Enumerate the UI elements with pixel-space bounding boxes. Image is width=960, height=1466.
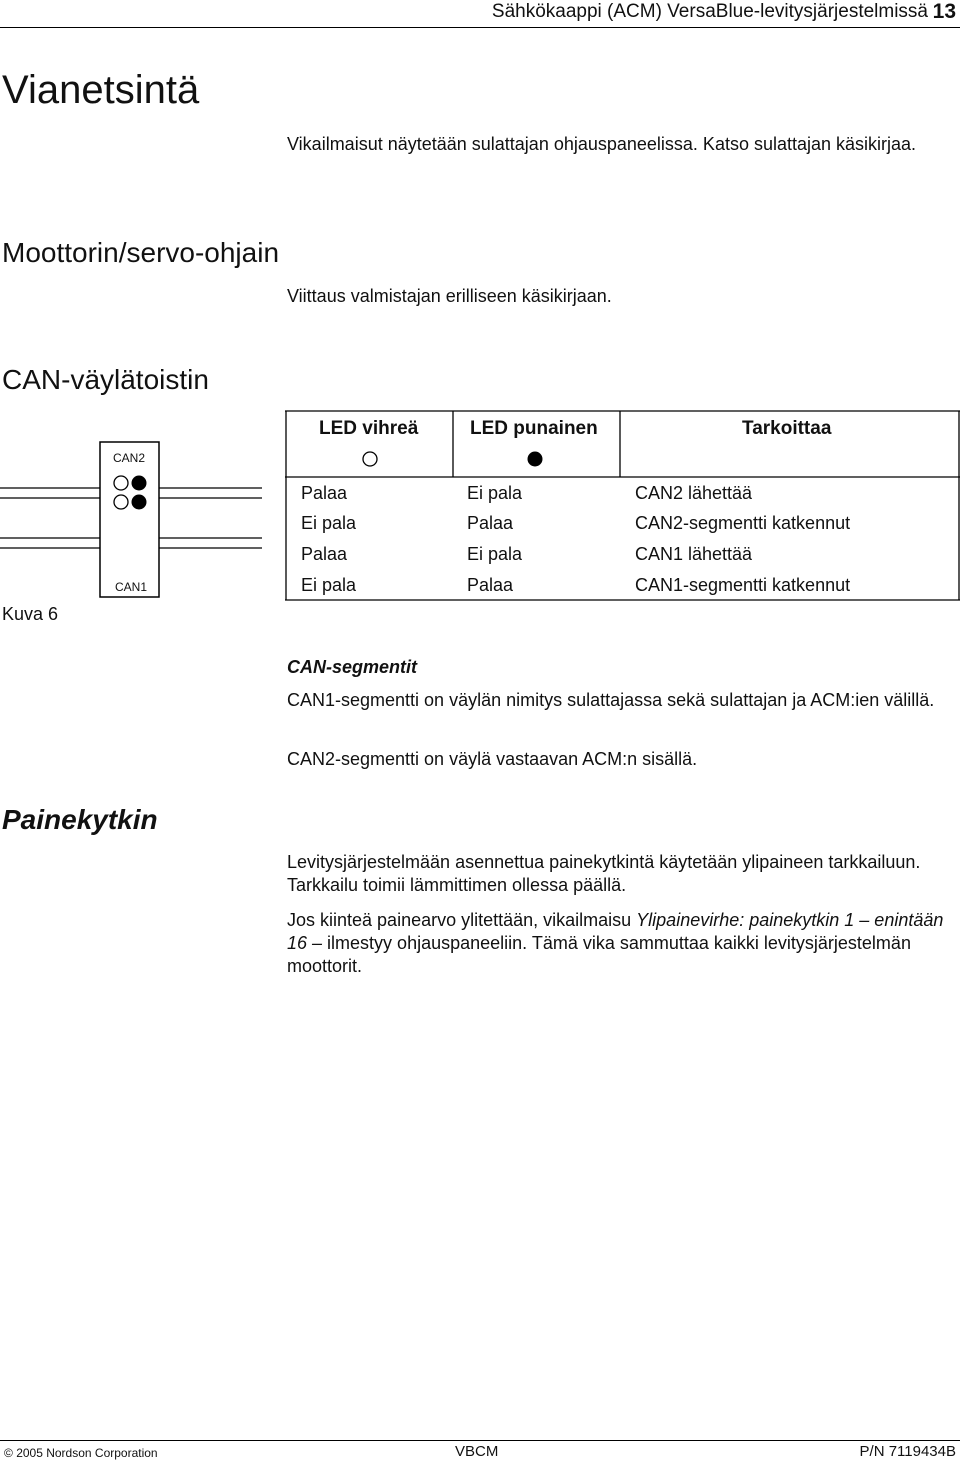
vianetsinta-text: Vikailmaisut näytetään sulattajan ohjauspaneelissa. Katso sulattajan käsikirjaa. — [287, 134, 917, 154]
table-cell: CAN1-segmentti katkennut — [635, 575, 851, 595]
led-red-can2-icon — [132, 476, 147, 491]
table-cell: Ei pala — [467, 483, 523, 503]
p2-text-end: ilmestyy ohjauspaneeliin. Tämä vika sammuttaa kaikki levitysjärjestelmän moottorit. — [287, 933, 911, 976]
led-green-can2-icon — [114, 476, 128, 490]
header-rule — [0, 27, 960, 28]
table-cell: Palaa — [301, 544, 348, 564]
red-led-icon — [528, 452, 543, 467]
page-number: 13 — [932, 0, 956, 23]
painekytkin-paragraph-2 — [287, 909, 947, 978]
section-title-painekytkin: Painekytkin — [2, 804, 158, 835]
table-cell: Ei pala — [301, 513, 357, 533]
footer-rule — [0, 1440, 960, 1441]
table-header-green: LED vihreä — [319, 418, 419, 439]
painekytkin-paragraph-1: Levitysjärjestelmään asennettua painekytkintä käytetään ylipaineen tarkkailuun. Tarkkailu toimii lämmittimen ollessa päällä. — [287, 852, 921, 895]
table-cell: Ei pala — [301, 575, 357, 595]
table-cell: Ei pala — [467, 544, 523, 564]
copyright-icon: © — [4, 1446, 13, 1460]
table-header-meaning: Tarkoittaa — [742, 418, 832, 439]
table-cell: CAN1 lähettää — [635, 544, 753, 564]
footer-center: VBCM — [455, 1443, 499, 1460]
footer-copyright — [4, 1444, 158, 1462]
can2-label: CAN2 — [113, 451, 146, 465]
segments-paragraph-2: CAN2-segmentti on väylä vastaavan ACM:n sisällä. — [287, 749, 698, 769]
table-cell: CAN2 lähettää — [635, 483, 753, 503]
figure-label: Kuva 6 — [2, 604, 59, 624]
green-led-icon — [363, 452, 377, 466]
table-cell: CAN2-segmentti katkennut — [635, 513, 851, 533]
segments-title: CAN-segmentit — [287, 657, 418, 677]
copyright-text: 2005 Nordson Corporation — [16, 1446, 158, 1460]
table-cell: Palaa — [467, 513, 514, 533]
footer-part-number: P/N 7119434B — [859, 1443, 956, 1460]
moottori-text: Viittaus valmistajan erilliseen käsikirjaan. — [287, 286, 612, 306]
segments-paragraph-1: CAN1-segmentti on väylän nimitys sulattajassa sekä sulattajan ja ACM:ien välillä. — [287, 690, 935, 710]
running-header: Sähkökaappi (ACM) VersaBlue-levitysjärjestelmissä — [491, 1, 928, 22]
can1-label: CAN1 — [115, 580, 148, 594]
section-title-vianetsinta: Vianetsintä — [2, 68, 200, 112]
section-title-can: CAN-väylätoistin — [2, 364, 209, 395]
table-cell: Palaa — [301, 483, 348, 503]
table-header-red: LED punainen — [470, 418, 598, 439]
led-red-can1-icon — [132, 495, 147, 510]
led-green-can1-icon — [114, 495, 128, 509]
footer — [0, 1444, 960, 1466]
section-title-moottori: Moottorin/servo-ohjain — [2, 237, 280, 268]
table-cell: Palaa — [467, 575, 514, 595]
error-message-text: Ylipainevirhe: painekytkin 1 – enintään 16 – — [287, 910, 944, 953]
p2-text-start: Jos kiinteä painearvo ylitettään, vikailmaisu — [287, 910, 637, 930]
